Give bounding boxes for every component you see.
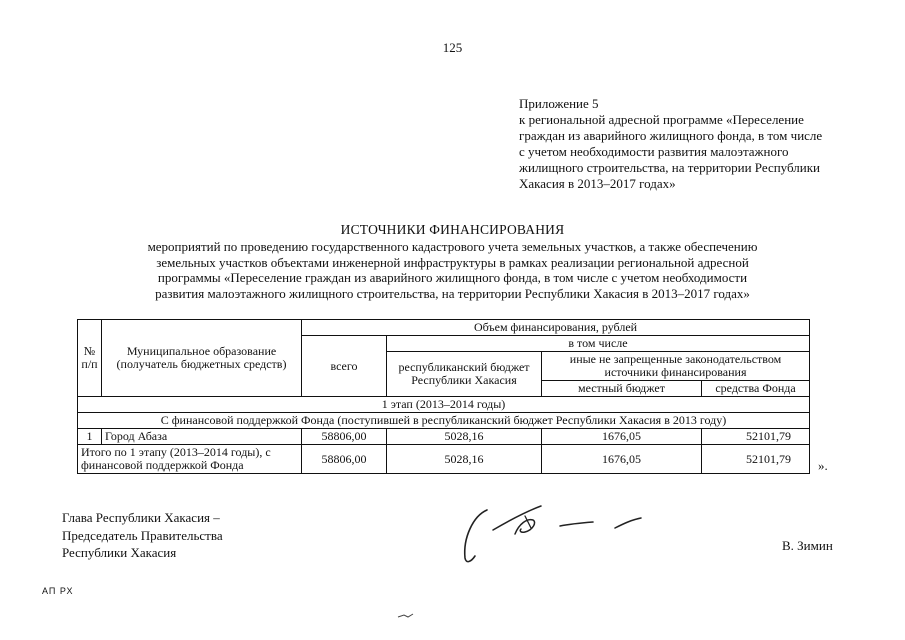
appendix-line: Приложение 5: [519, 96, 599, 111]
header-num: № п/п: [78, 320, 102, 397]
total-total: 58806,00: [302, 445, 387, 474]
document-title: ИСТОЧНИКИ ФИНАНСИРОВАНИЯ: [340, 222, 565, 237]
appendix-line: с учетом необходимости развития малоэтажного: [519, 144, 789, 159]
appendix-line: к региональной адресной программе «Переселение: [519, 112, 804, 127]
header-total: всего: [302, 336, 387, 397]
total-row: [78, 445, 810, 474]
row-republic: 5028,16: [387, 429, 542, 445]
registration-stamp: АП РХ: [42, 586, 74, 596]
row-num: 1: [78, 429, 102, 445]
subtitle-line: земельных участков объектами инженерной инфраструктуры в рамках реализации региональной адресной: [156, 254, 749, 270]
scan-mark: [396, 612, 416, 620]
financing-table: [77, 319, 810, 474]
closing-quote: ».: [818, 458, 828, 473]
subtitle-line: развития малоэтажного жилищного строительства, на территории Республики Хакасия в 2013–2017 годах»: [155, 285, 750, 301]
table-row: [78, 429, 810, 445]
header-republic: республиканский бюджет Республики Хакасия: [387, 352, 542, 397]
signatory-line: Глава Республики Хакасия –: [62, 510, 220, 525]
document-subtitle: [100, 239, 805, 301]
row-name: Город Абаза: [102, 429, 302, 445]
appendix-line: жилищного строительства, на территории Республики: [519, 160, 821, 175]
appendix-line: Хакасия в 2013–2017 годах»: [519, 176, 676, 191]
subtitle-line: программы «Переселение граждан из аварийного жилищного фонда, в том числе с учетом необходимости: [157, 270, 748, 285]
header-municipality: Муниципальное образование (получатель бюджетных средств): [102, 320, 302, 397]
signatory-line: Председатель Правительства: [62, 527, 223, 543]
stage-row: 1 этап (2013–2014 годы): [78, 397, 810, 413]
row-local: 1676,05: [542, 429, 702, 445]
subtitle-line: мероприятий по проведению государственного кадастрового учета земельных участков, а также обеспечению: [147, 239, 758, 254]
header-funding: Объем финансирования, рублей: [302, 320, 810, 336]
handwritten-signature: [455, 498, 655, 568]
page-number: 125: [442, 40, 463, 55]
total-republic: 5028,16: [387, 445, 542, 474]
total-name: Итого по 1 этапу (2013–2014 годы), с финансовой поддержкой Фонда: [78, 445, 302, 474]
appendix-note: [519, 96, 879, 192]
header-including: в том числе: [387, 336, 810, 352]
support-row: С финансовой поддержкой Фонда (поступившей в республиканский бюджет Республики Хакасия в 2013 году): [78, 413, 810, 429]
header-local: местный бюджет: [542, 381, 702, 397]
total-fund: 52101,79: [702, 445, 810, 474]
header-fund: средства Фонда: [702, 381, 810, 397]
row-total: 58806,00: [302, 429, 387, 445]
signatory-name: В. Зимин: [782, 538, 833, 553]
row-fund: 52101,79: [702, 429, 810, 445]
signatory-line: Республики Хакасия: [62, 545, 177, 560]
total-local: 1676,05: [542, 445, 702, 474]
appendix-line: граждан из аварийного жилищного фонда, в том числе: [519, 128, 823, 143]
header-other: иные не запрещенные законодательством источники финансирования: [542, 352, 810, 381]
signatory-title: [62, 509, 223, 562]
